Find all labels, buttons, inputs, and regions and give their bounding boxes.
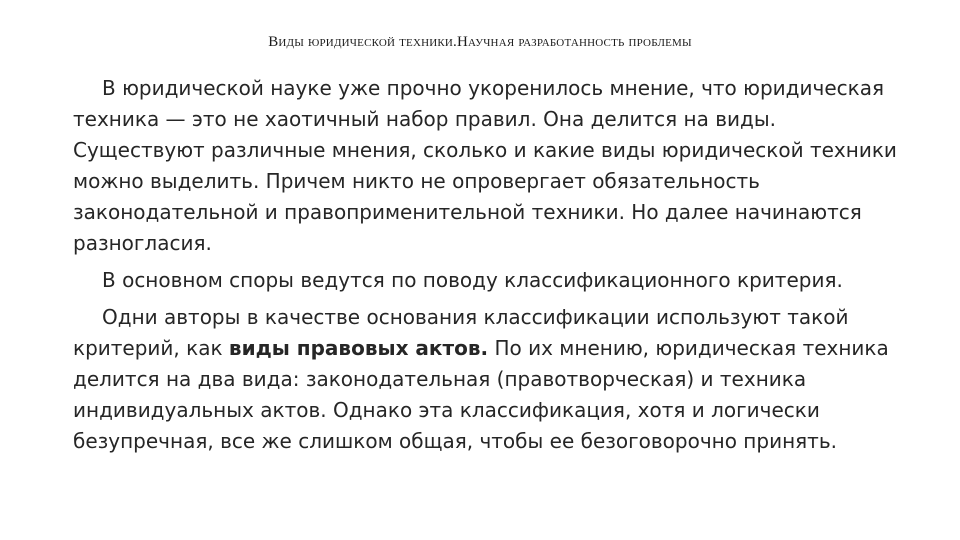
- paragraph-3-text-end: По их мнению, юридическая техника делится на два вида: законодательная (правотворческая) и техника индивидуальных актов. Однако эта классификация, хотя и логически безупречная, все же слишком общая, чтобы ее безоговорочно принять.: [73, 336, 889, 453]
- paragraph-3: [73, 302, 903, 457]
- paragraph-3-text-start: Одни авторы в качестве основания классификации используют такой критерий, как: [73, 305, 849, 360]
- paragraph-2: В основном споры ведутся по поводу классификационного критерия.: [102, 268, 843, 292]
- slide-title: Виды юридической техники.Научная разработанность проблемы: [268, 34, 692, 50]
- paragraph-3-bold-term: виды правовых актов.: [228, 336, 489, 360]
- paragraph-1: В юридической науке уже прочно укоренилось мнение, что юридическая техника — это не хаотичный набор правил. Она делится на виды. Существуют различные мнения, сколько и какие виды юридической техники можно выделить. Причем никто не опровергает обязательность законодательной и правоприменительной техники. Но далее начинаются разногласия.: [73, 76, 897, 255]
- slide-body: [73, 73, 903, 463]
